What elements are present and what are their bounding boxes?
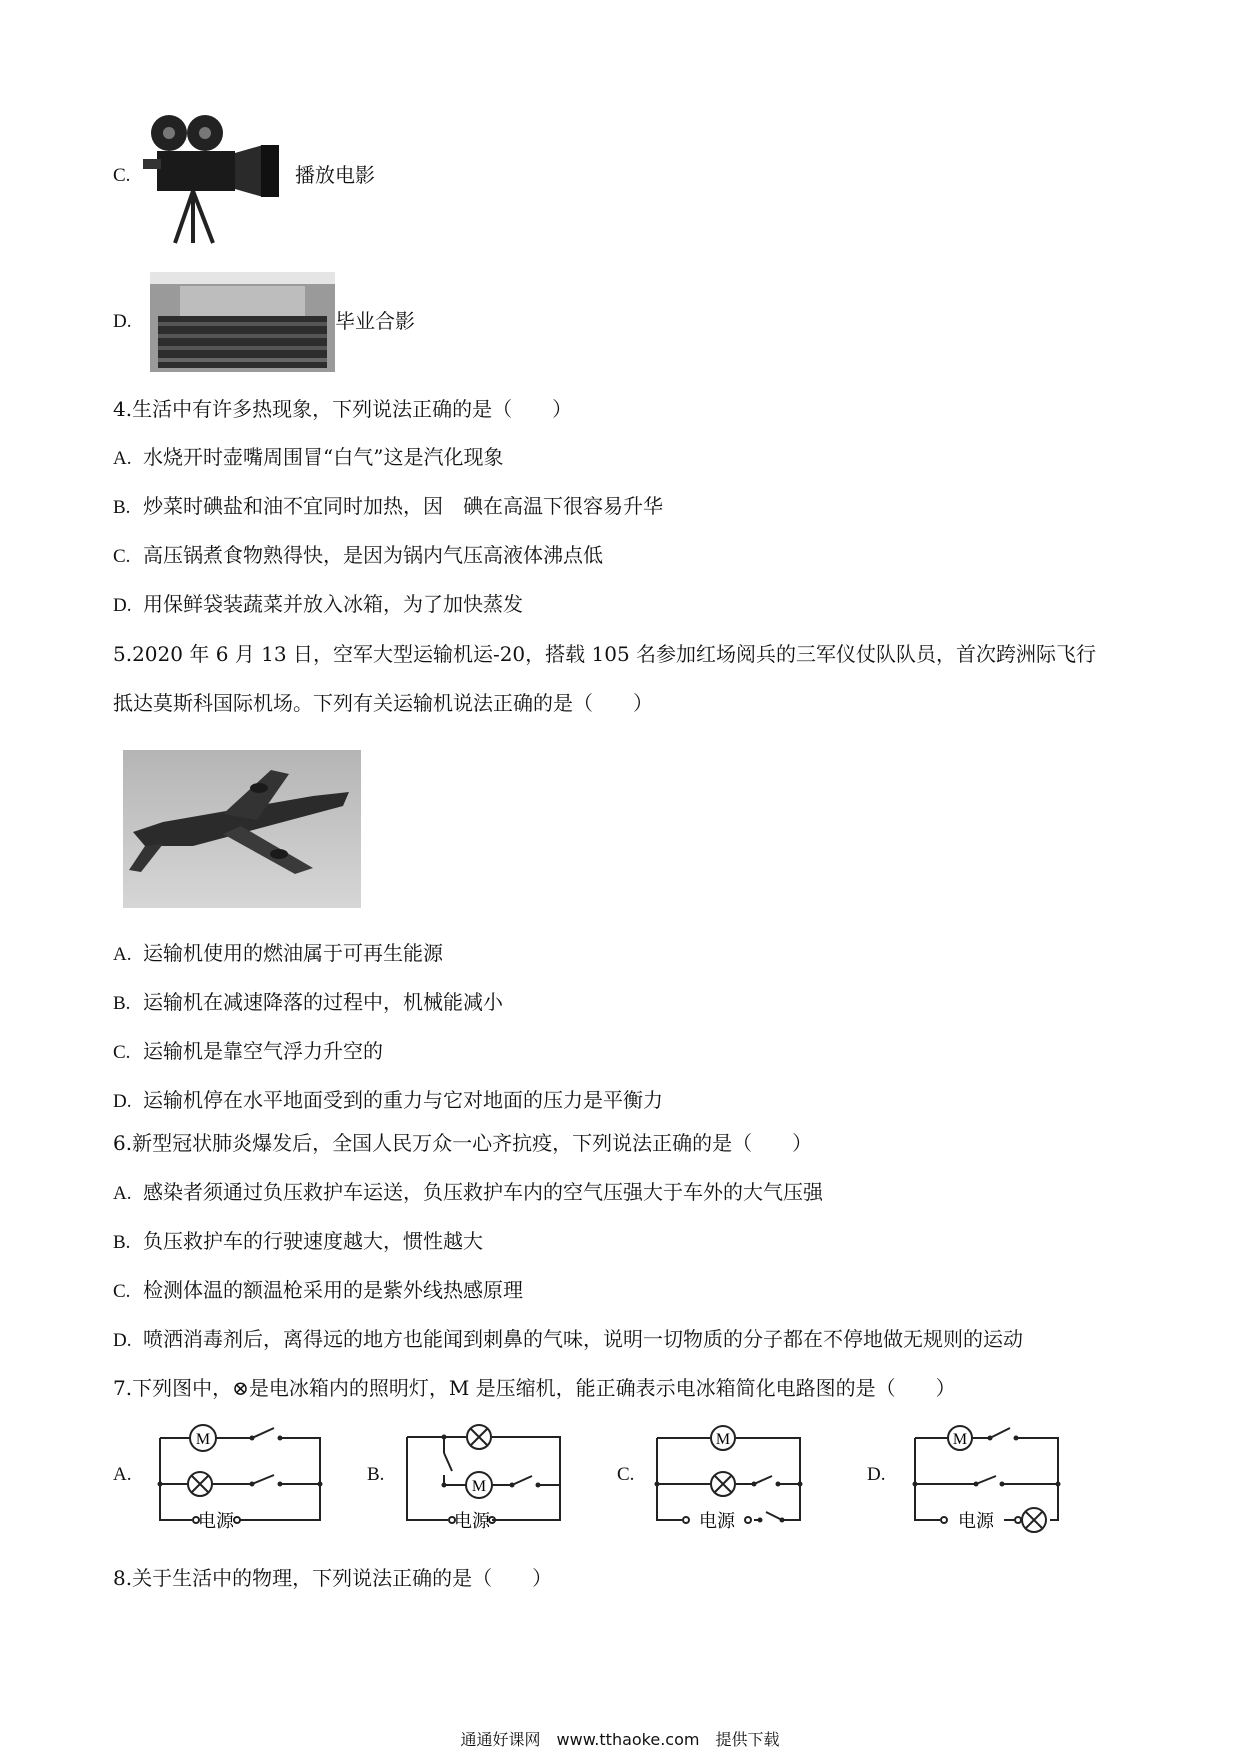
question-6-option-c: [113, 1278, 523, 1304]
option-letter: A.: [113, 944, 132, 965]
option-letter: C.: [113, 546, 131, 567]
transport-aircraft-image: [123, 750, 361, 908]
motor-label: M: [471, 1478, 487, 1495]
option-letter: C.: [113, 1281, 131, 1302]
question-6-option-d: [113, 1327, 1023, 1353]
power-label: 电源: [958, 1511, 994, 1532]
power-label: 电源: [198, 1511, 234, 1532]
question-6-option-b: [113, 1229, 483, 1255]
footer-source: 通通好课网 www.tthaoke.com 提供下载: [460, 1730, 780, 1749]
film-projector-image: [135, 105, 295, 245]
power-label: 电源: [454, 1511, 490, 1532]
option-text: 运输机在减速降落的过程中，机械能减小: [143, 990, 503, 1014]
question-4-option-a: [113, 445, 503, 471]
question-5-option-d: [113, 1088, 663, 1114]
option-letter: A.: [113, 448, 132, 469]
motor-label: M: [195, 1431, 211, 1448]
circuit-diagram-d: [900, 1418, 1080, 1538]
option-text: 毕业合影: [335, 309, 415, 333]
option-letter: C.: [113, 1042, 131, 1063]
option-text: 用保鲜袋装蔬菜并放入冰箱，为了加快蒸发: [143, 592, 523, 616]
option-letter: D.: [867, 1464, 886, 1485]
motor-label: M: [715, 1431, 731, 1448]
question-5-option-a: [113, 941, 443, 967]
option-letter: D.: [113, 595, 132, 616]
question-5-option-b: [113, 990, 503, 1016]
option-text: 运输机是靠空气浮力升空的: [143, 1039, 383, 1063]
option-letter: B.: [367, 1464, 385, 1485]
question-5-stem-line-2: 抵达莫斯科国际机场。下列有关运输机说法正确的是（ ）: [113, 691, 653, 715]
power-label: 电源: [699, 1511, 735, 1532]
option-letter: D.: [113, 1330, 132, 1351]
option-text: 检测体温的额温枪采用的是紫外线热感原理: [143, 1278, 523, 1302]
question-6-stem: 6.新型冠状肺炎爆发后，全国人民万众一心齐抗疫，下列说法正确的是（ ）: [113, 1131, 813, 1155]
option-text: 播放电影: [295, 163, 375, 187]
question-4-stem: 4.生活中有许多热现象，下列说法正确的是（ ）: [113, 397, 573, 421]
option-letter: B.: [113, 993, 131, 1014]
circuit-diagram-b: [392, 1413, 592, 1538]
circuit-diagram-a: [140, 1418, 340, 1538]
option-letter: A.: [113, 1464, 132, 1485]
option-letter: D.: [113, 311, 132, 332]
option-text: 运输机使用的燃油属于可再生能源: [143, 941, 443, 965]
question-5-option-c: [113, 1039, 383, 1065]
option-text: 负压救护车的行驶速度越大，惯性越大: [143, 1229, 483, 1253]
circuit-diagram-c: [642, 1418, 822, 1538]
option-text: 运输机停在水平地面受到的重力与它对地面的压力是平衡力: [143, 1088, 663, 1112]
option-text: 高压锅煮食物熟得快，是因为锅内气压高液体沸点低: [143, 543, 603, 567]
option-text: 水烧开时壶嘴周围冒“白气”这是汽化现象: [143, 445, 504, 469]
option-letter: B.: [113, 497, 131, 518]
option-text: 感染者须通过负压救护车运送，负压救护车内的空气压强大于车外的大气压强: [143, 1180, 823, 1204]
option-text: 炒菜时碘盐和油不宜同时加热，因 碘在高温下很容易升华: [143, 494, 663, 518]
question-4-option-d: [113, 592, 523, 618]
option-letter: A.: [113, 1183, 132, 1204]
option-letter: D.: [113, 1091, 132, 1112]
question-4-option-b: [113, 494, 663, 520]
question-6-option-a: [113, 1180, 823, 1206]
option-letter: C.: [617, 1464, 635, 1485]
graduation-photo-image: [150, 272, 335, 372]
question-5-stem-line-1: 5.2020 年 6 月 13 日，空军大型运输机运-20，搭载 105 名参加红场阅兵的三军仪仗队队员，首次跨洲际飞行: [113, 642, 1097, 666]
question-7-stem: 7.下列图中，⊗是电冰箱内的照明灯，M 是压缩机，能正确表示电冰箱简化电路图的是（ ）: [113, 1376, 956, 1400]
motor-label: M: [952, 1431, 968, 1448]
option-letter: C.: [113, 165, 131, 186]
question-8-stem: 8.关于生活中的物理，下列说法正确的是（ ）: [113, 1566, 553, 1590]
question-4-option-c: [113, 543, 603, 569]
option-letter: B.: [113, 1232, 131, 1253]
option-text: 喷洒消毒剂后，离得远的地方也能闻到刺鼻的气味，说明一切物质的分子都在不停地做无规则的运动: [143, 1327, 1023, 1351]
